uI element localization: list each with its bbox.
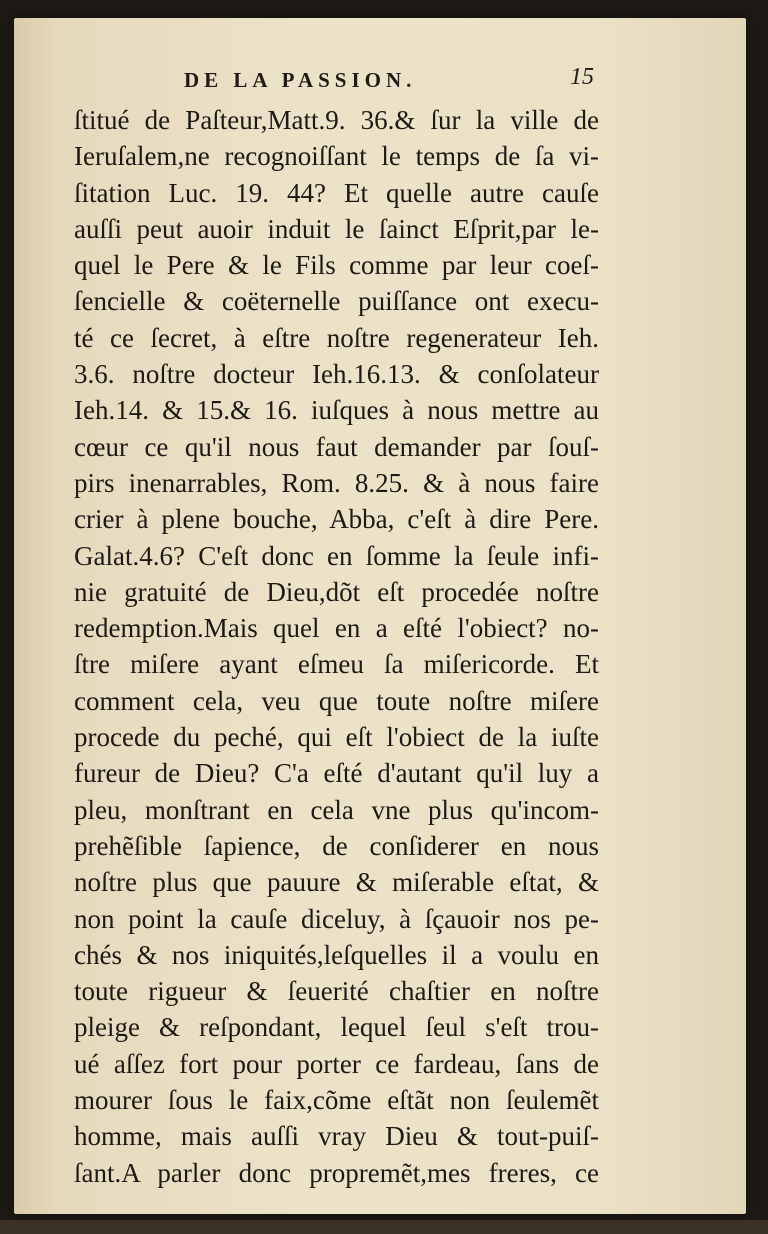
text-line: pirs inenarrables, Rom. 8.25. & à nous faire xyxy=(74,467,599,498)
text-line: 3.6. noſtre docteur Ieh.16.13. & conſolateur xyxy=(74,359,599,390)
text-line: quel le Pere & le Fils comme par leur coeſ- xyxy=(74,250,599,281)
text-line: crier à plene bouche, Abba, c'eſt à dire Pere. xyxy=(74,504,599,535)
text-line: cœur ce qu'il nous faut demander par ſouſ- xyxy=(74,431,599,462)
text-line: nie gratuité de Dieu,dõt eſt procedée noſtre xyxy=(74,576,599,607)
book-page xyxy=(14,18,746,1214)
page-number: 15 xyxy=(570,64,594,90)
bottom-edge xyxy=(0,1220,768,1234)
text-line: Galat.4.6? C'eſt donc en ſomme la ſeule infi- xyxy=(74,540,599,571)
text-line: redemption.Mais quel en a eſté l'obiect? no- xyxy=(74,613,599,644)
text-line: fureur de Dieu? C'a eſté d'autant qu'il luy a xyxy=(74,758,599,789)
page-header xyxy=(74,64,594,102)
text-line: té ce ſecret, à eſtre noſtre regenerateur Ieh. xyxy=(74,322,599,353)
text-line: pleu, monſtrant en cela vne plus qu'incom- xyxy=(74,794,599,825)
text-line: homme, mais auſſi vray Dieu & tout-puiſ- xyxy=(74,1121,599,1152)
text-line: ſitation Luc. 19. 44? Et quelle autre cauſe xyxy=(74,177,599,208)
text-line: ſant.A parler donc propremẽt,mes freres, ce xyxy=(74,1157,599,1188)
text-line: ſencielle & coëternelle puiſſance ont execu- xyxy=(74,286,599,317)
running-title: DE LA PASSION. xyxy=(184,68,417,92)
text-line: auſſi peut auoir induit le ſainct Eſprit,par le- xyxy=(74,213,599,244)
text-line: pleige & reſpondant, lequel ſeul s'eſt trou- xyxy=(74,1012,599,1043)
text-line: ſtitué de Paſteur,Matt.9. 36.& ſur la ville de xyxy=(74,105,599,135)
text-line: prehẽſible ſapience, de conſiderer en nous xyxy=(74,830,599,861)
text-line: non point la cauſe diceluy, à ſçauoir nos pe- xyxy=(74,903,599,934)
text-line: toute rigueur & ſeuerité chaſtier en noſtre xyxy=(74,976,599,1007)
text-line: ſtre miſere ayant eſmeu ſa miſericorde. Et xyxy=(74,649,599,680)
text-line: ué aſſez fort pour porter ce fardeau, ſans de xyxy=(74,1048,599,1079)
text-line: Ieh.14. & 15.& 16. iuſques à nous mettre au xyxy=(74,395,599,426)
text-line: chés & nos iniquités,leſquelles il a voulu en xyxy=(74,939,599,970)
text-line: mourer ſous le faix,cõme eſtãt non ſeulemẽt xyxy=(74,1085,599,1116)
text-line: comment cela, veu que toute noſtre miſere xyxy=(74,685,599,716)
text-line: procede du peché, qui eſt l'obiect de la iuſte xyxy=(74,722,599,753)
text-line: Ieruſalem,ne recognoiſſant le temps de ſa vi- xyxy=(74,141,599,172)
body-text xyxy=(74,102,599,1191)
text-line: noſtre plus que pauure & miſerable eſtat, & xyxy=(74,867,599,898)
